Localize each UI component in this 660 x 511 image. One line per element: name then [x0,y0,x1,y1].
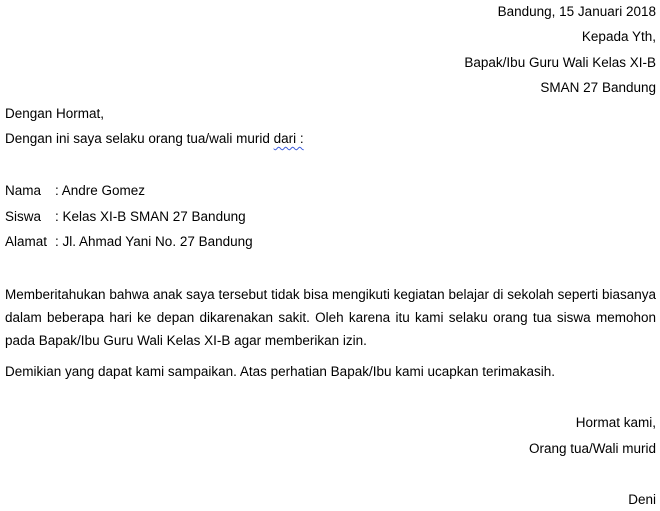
greeting: Dengan Hormat, [5,106,105,121]
address-value: : Jl. Ahmad Yani No. 27 Bandung [55,234,253,249]
addressee-salutation: Kepada Yth, [581,29,656,44]
signer-role: Orang tua/Wali murid [528,441,656,456]
intro-line [5,131,304,147]
place-date: Bandung, 15 Januari 2018 [497,4,656,19]
address-label: Alamat [5,234,48,249]
intro-text: Dengan ini saya selaku orang tua/wali murid [5,131,274,146]
name-label: Nama [5,183,42,198]
spellcheck-flagged-text: dari : [273,131,304,146]
school-name: SMAN 27 Bandung [540,80,656,95]
recipient: Bapak/Ibu Guru Wali Kelas XI-B [464,55,656,70]
body-paragraph-1: Memberitahukan bahwa anak saya tersebut tidak bisa mengikuti kegiatan belajar di sekolah seperti biasanya dalam beberapa hari ke depan dikarenakan sakit. Oleh karena itu kami selaku orang tua siswa memohon pada Bapak/Ibu Guru Wali Kelas XI-B agar memberikan izin. [5,287,656,348]
signer-name: Deni [628,492,656,507]
class-value: : Kelas XI-B SMAN 27 Bandung [55,209,246,224]
class-label: Siswa [5,209,42,224]
closing-regards: Hormat kami, [575,415,656,430]
body-paragraph-2: Demikian yang dapat kami sampaikan. Atas perhatian Bapak/Ibu kami ucapkan terimakasih. [5,364,556,379]
name-value: : Andre Gomez [55,183,146,198]
